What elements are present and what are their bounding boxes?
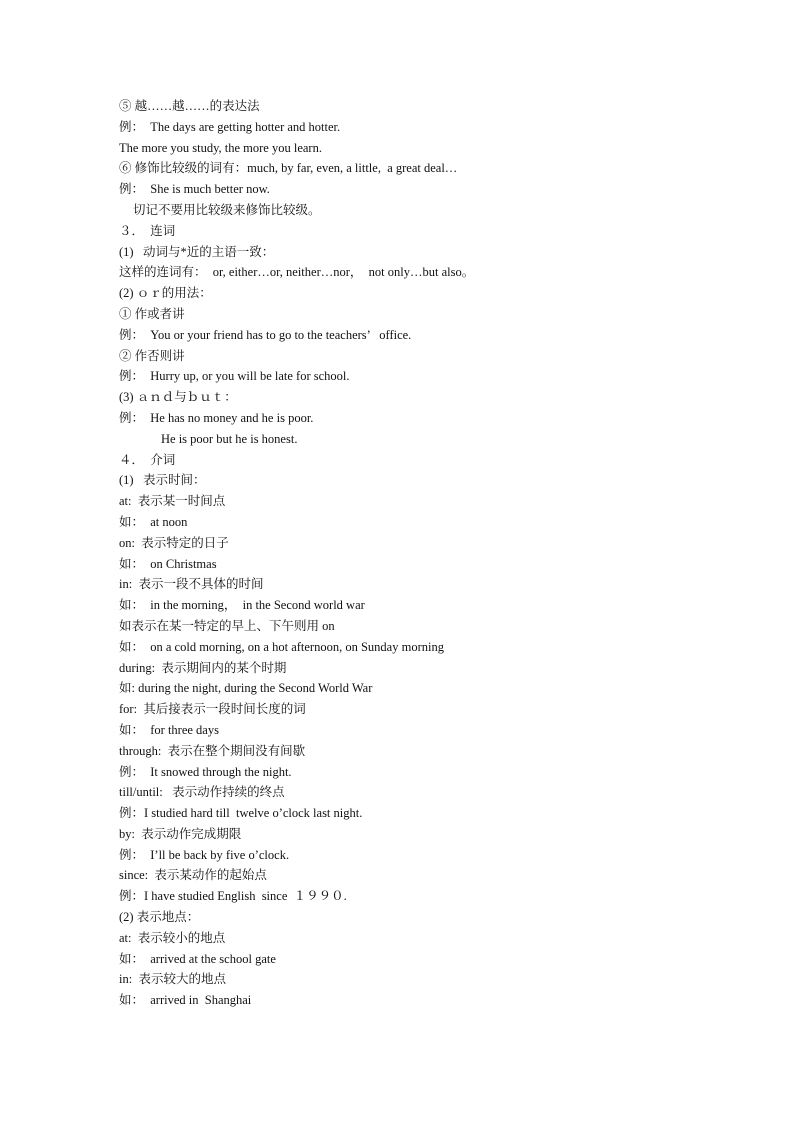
subsection-heading: (3) ａｎｄ与ｂｕｔ： [119, 390, 237, 405]
text-line: ① 作或者讲 [119, 306, 185, 321]
text-line: 这样的连词有： or, either…or, neither…nor， not only…but also。 [119, 265, 475, 280]
example-line: 如： arrived in Shanghai [119, 993, 252, 1008]
example-line: He is poor but he is honest. [161, 431, 298, 446]
text-line: for: 其后接表示一段时间长度的词 [119, 702, 306, 717]
text-line: ② 作否则讲 [119, 348, 185, 363]
section-heading: ⑥ 修饰比较级的词有：much, by far, even, a little, a great deal… [119, 161, 458, 176]
section-heading: ３． 连词 [119, 223, 176, 238]
example-line: 例： The days are getting hotter and hotter. [119, 119, 341, 134]
text-line: at: 表示较小的地点 [119, 930, 226, 945]
example-line: 例：I studied hard till twelve o’clock last night. [119, 806, 363, 821]
example-line: 例： He has no money and he is poor. [119, 410, 314, 425]
subsection-heading: (1) 动词与*近的主语一致： [119, 244, 275, 259]
example-line: 如： for three days [119, 722, 219, 737]
text-line: 如表示在某一特定的早上、下午则用 on [119, 618, 335, 633]
text-line: in: 表示一段不具体的时间 [119, 577, 264, 592]
subsection-heading: (2) ｏｒ的用法： [119, 286, 212, 301]
example-line: 例： Hurry up, or you will be late for school. [119, 369, 350, 384]
section-heading: ⑤ 越……越……的表达法 [119, 99, 260, 113]
example-line: 如: during the night, during the Second World War [119, 681, 373, 696]
example-line: 例： You or your friend has to go to the teachers’ office. [119, 327, 412, 342]
example-line: 例： It snowed through the night. [119, 764, 292, 779]
text-line: in: 表示较大的地点 [119, 972, 226, 987]
text-line: by: 表示动作完成期限 [119, 826, 242, 841]
subsection-heading: (2) 表示地点： [119, 910, 200, 925]
text-line: at: 表示某一时间点 [119, 494, 226, 509]
text-line: till/until: 表示动作持续的终点 [119, 785, 285, 800]
text-line: since: 表示某动作的起始点 [119, 868, 267, 883]
text-line: during: 表示期间内的某个时期 [119, 660, 287, 675]
text-body [119, 96, 759, 1011]
text-line: on: 表示特定的日子 [119, 535, 229, 550]
example-line: 如： on Christmas [119, 556, 217, 571]
example-line: 如： at noon [119, 514, 188, 529]
example-line: 如： on a cold morning, on a hot afternoon, on Sunday morning [119, 639, 444, 654]
example-line: 如： in the morning， in the Second world war [119, 598, 365, 613]
note-line: 切记不要用比较级来修饰比较级。 [133, 202, 321, 217]
example-line: 例：I have studied English since １９９０. [119, 889, 347, 904]
example-line: 如： arrived at the school gate [119, 951, 276, 966]
example-line: 例： She is much better now. [119, 182, 270, 197]
text-line: through: 表示在整个期间没有间歇 [119, 743, 306, 758]
example-line: 例： I’ll be back by five o’clock. [119, 847, 290, 862]
example-line: The more you study, the more you learn. [119, 140, 322, 155]
section-heading: ４． 介词 [119, 452, 176, 467]
subsection-heading: (1) 表示时间： [119, 473, 206, 488]
